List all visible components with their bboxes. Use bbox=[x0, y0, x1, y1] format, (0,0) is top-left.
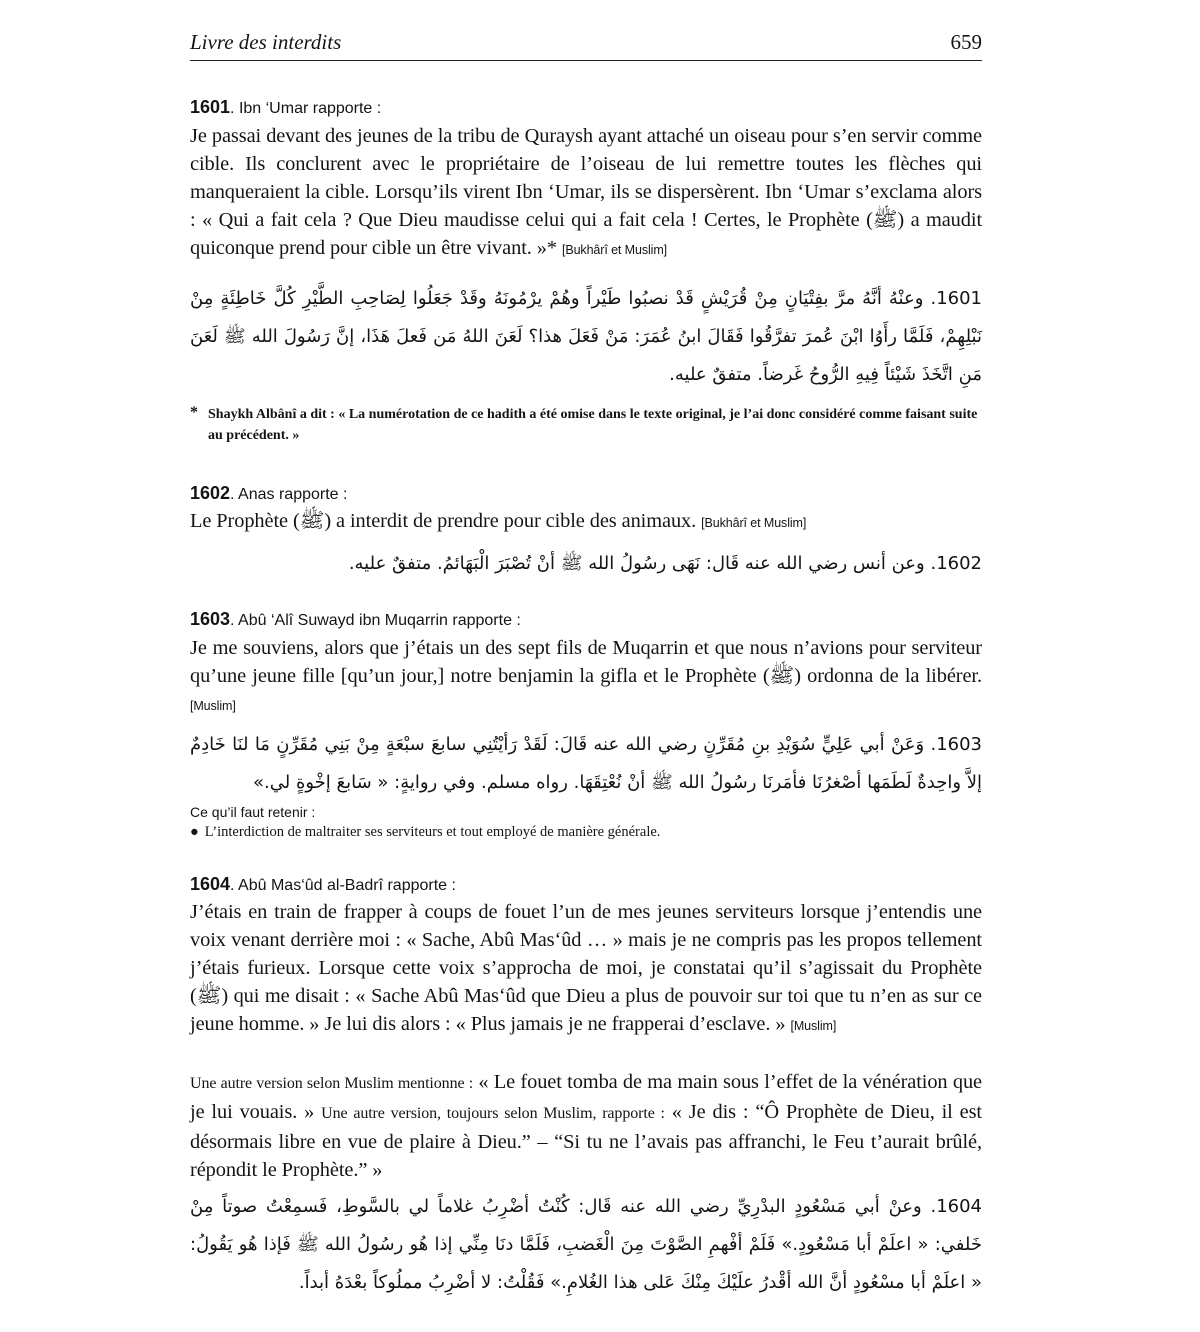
version-text: « Le fouet tomba de ma main sous l’effet de la vénération que je lui vouais. » bbox=[190, 1071, 982, 1123]
hadith-1601-translation bbox=[190, 122, 982, 264]
translation-text: Je me souviens, alors que j’étais un des sept fils de Muqarrin et que nous n’avions pour serviteur qu’une jeune fille [qu’un jour,] notre benjamin la gifla et le Prophète (ﷺ) ordonna de la libérer. bbox=[190, 637, 982, 687]
hadith-narrator: . Abû ‘Alî Suwayd ibn Muqarrin rapporte : bbox=[230, 612, 521, 629]
hadith-1604-heading bbox=[190, 874, 456, 895]
source-reference: [Muslim] bbox=[190, 699, 236, 713]
footnote-marker: * bbox=[190, 404, 198, 421]
translation-text: J’étais en train de frapper à coups de fouet l’un de mes jeunes serviteurs lorsque j’entendis une voix venant derrière moi : « Sache, Abû Mas‘ûd … » mais je ne compris pas les propos tellement j’étais furieux. Lorsque cette voix s’approcha de moi, je constatai qu’il s’agissait du Prophète (ﷺ) qui me disait : « Sache Abû Mas‘ûd que Dieu a plus de pouvoir sur toi que tu n’en as sur ce jeune homme. » Je lui dis alors : « Plus jamais je ne frapperai d’esclave. » bbox=[190, 901, 982, 1035]
running-header bbox=[190, 30, 982, 60]
hadith-1604-arabic: 1604. وعنْ أبي مَسْعُودٍ البدْرِيِّ رضي الله عنه قَال: كُنْتُ أضْرِبُ غلاماً لي بالسَّوطِ، فَسمِعْتُ صوتاً مِنْ خَلفي: « اعلَمْ أبا مَسْعُودٍ.» فَلَمْ أفْهمِ الصَّوْتَ مِنَ الْغَضبِ، فَلَمَّا دنَا مِنِّي إذا هُو رسُولُ الله ﷺ فَإذا هُو يَقُولُ: « اعلَمْ أبا مسْعُودٍ أنَّ الله أقْدرُ علَيْكَ مِنْكَ عَلى هذا الغُلامِ.» فَقُلْتُ: لا أضْرِبُ مملُوكاً بعْدَهُ أبداً. bbox=[190, 1196, 982, 1293]
hadith-number: 1604 bbox=[190, 874, 231, 894]
hadith-narrator: . Ibn ‘Umar rapporte : bbox=[230, 100, 382, 117]
source-reference: [Bukhârî et Muslim] bbox=[561, 243, 668, 257]
retain-item-text: L’interdiction de maltraiter ses serviteurs et tout employé de manière générale. bbox=[204, 824, 661, 840]
translation-text: Le Prophète (ﷺ) a interdit de prendre pour cible des animaux. bbox=[190, 510, 697, 532]
bullet-icon: ● bbox=[190, 824, 199, 840]
running-title: Livre des interdits bbox=[190, 30, 342, 54]
hadith-1604-other-versions bbox=[190, 1068, 982, 1184]
page-number: 659 bbox=[950, 30, 982, 54]
footnote-text: Shaykh Albânî a dit : « La numérotation de ce hadith a été omise dans le texte original, je l’ai donc considéré comme faisant suite au précédent. » bbox=[208, 407, 978, 443]
retain-item bbox=[190, 824, 660, 841]
hadith-number: 1603 bbox=[190, 609, 231, 629]
version-intro: Une autre version, toujours selon Muslim, rapporte : bbox=[321, 1105, 665, 1122]
hadith-1604-translation bbox=[190, 898, 982, 1040]
source-reference: [Muslim] bbox=[790, 1019, 837, 1033]
hadith-number: 1601 bbox=[190, 97, 231, 117]
hadith-1602-translation bbox=[190, 507, 982, 537]
source-reference: [Bukhârî et Muslim] bbox=[701, 516, 807, 530]
version-text: « Je dis : “Ô Prophète de Dieu, il est désormais libre en vue de plaire à Dieu.” – “Si tu ne l’avais pas affranchi, le Feu t’aurait brûlé, répondit le Prophète.” » bbox=[190, 1101, 983, 1181]
hadith-1602-arabic: 1602. وعن أنس رضي الله عنه قَال: نَهَى رسُولُ الله ﷺ أنْ تُصْبَرَ الْبَهَائمُ. متفقٌ عليه. bbox=[348, 553, 982, 574]
header-rule bbox=[190, 60, 982, 61]
hadith-1603-heading bbox=[190, 609, 521, 630]
hadith-1602-heading bbox=[190, 483, 347, 504]
hadith-narrator: . Abû Mas‘ûd al-Badrî rapporte : bbox=[230, 877, 456, 894]
hadith-1601-arabic: 1601. وعنْهُ أنَّهُ مرَّ بفِتْيَانٍ مِنْ قُرَيْشٍ قَدْ نصبُوا طَيْراً وهُمْ يرْمُونَهُ وقَدْ جَعَلُوا لِصَاحِبِ الطَّيْرِ كُلَّ خَاطِئَةٍ مِنْ نَبْلِهِمْ، فَلَمَّا رأَوُا ابْنَ عُمرَ تفرَّقُوا فَقَالَ ابنُ عُمَرَ: مَنْ فَعَلَ هذا؟ لَعَنَ اللهُ مَن فَعلَ هَذَا، إنَّ رَسُولَ الله ﷺ لَعَنَ مَنِ اتَّخَذَ شَيْئاً فِيهِ الرُّوحُ غَرضاً. متفقٌ عليه. bbox=[190, 288, 982, 385]
translation-text: Je passai devant des jeunes de la tribu de Quraysh ayant attaché un oiseau pour s’en servir comme cible. Ils conclurent avec le propriétaire de l’oiseau de lui remettre toutes les flèches qui manqueraient la cible. Lorsqu’ils virent Ibn ‘Umar, ils se dispersèrent. Ibn ‘Umar s’exclama alors : « Qui a fait cela ? Que Dieu maudisse celui qui a fait cela ! Certes, le Prophète (ﷺ) a maudit quiconque prend pour cible un être vivant. »* bbox=[190, 125, 983, 259]
hadith-number: 1602 bbox=[190, 483, 231, 503]
version-intro: Une autre version selon Muslim mentionne : bbox=[190, 1075, 474, 1092]
hadith-1603-translation bbox=[190, 634, 982, 720]
hadith-narrator: . Anas rapporte : bbox=[230, 486, 348, 503]
retain-label: Ce qu’il faut retenir : bbox=[190, 804, 316, 820]
hadith-1601-heading bbox=[190, 97, 381, 118]
hadith-1603-arabic: 1603. وَعَنْ أبي عَلِيٍّ سُوَيْدِ بنِ مُقَرِّنٍ رضي الله عنه قَالَ: لَقَدْ رَأيْتُنِي سابعَ سبْعَةٍ مِنْ بَنِي مُقَرِّنٍ مَا لنَا خَادِمٌ إلاَّ واحِدةٌ لَطَمَها أصْغرُنَا فأمَرنَا رسُولُ الله ﷺ أنْ نُعْتِقَهَا. رواه مسلم. وفي روايةٍ: « سَابعَ إخْوةٍ لي.» bbox=[190, 734, 982, 793]
footnote bbox=[190, 404, 982, 446]
